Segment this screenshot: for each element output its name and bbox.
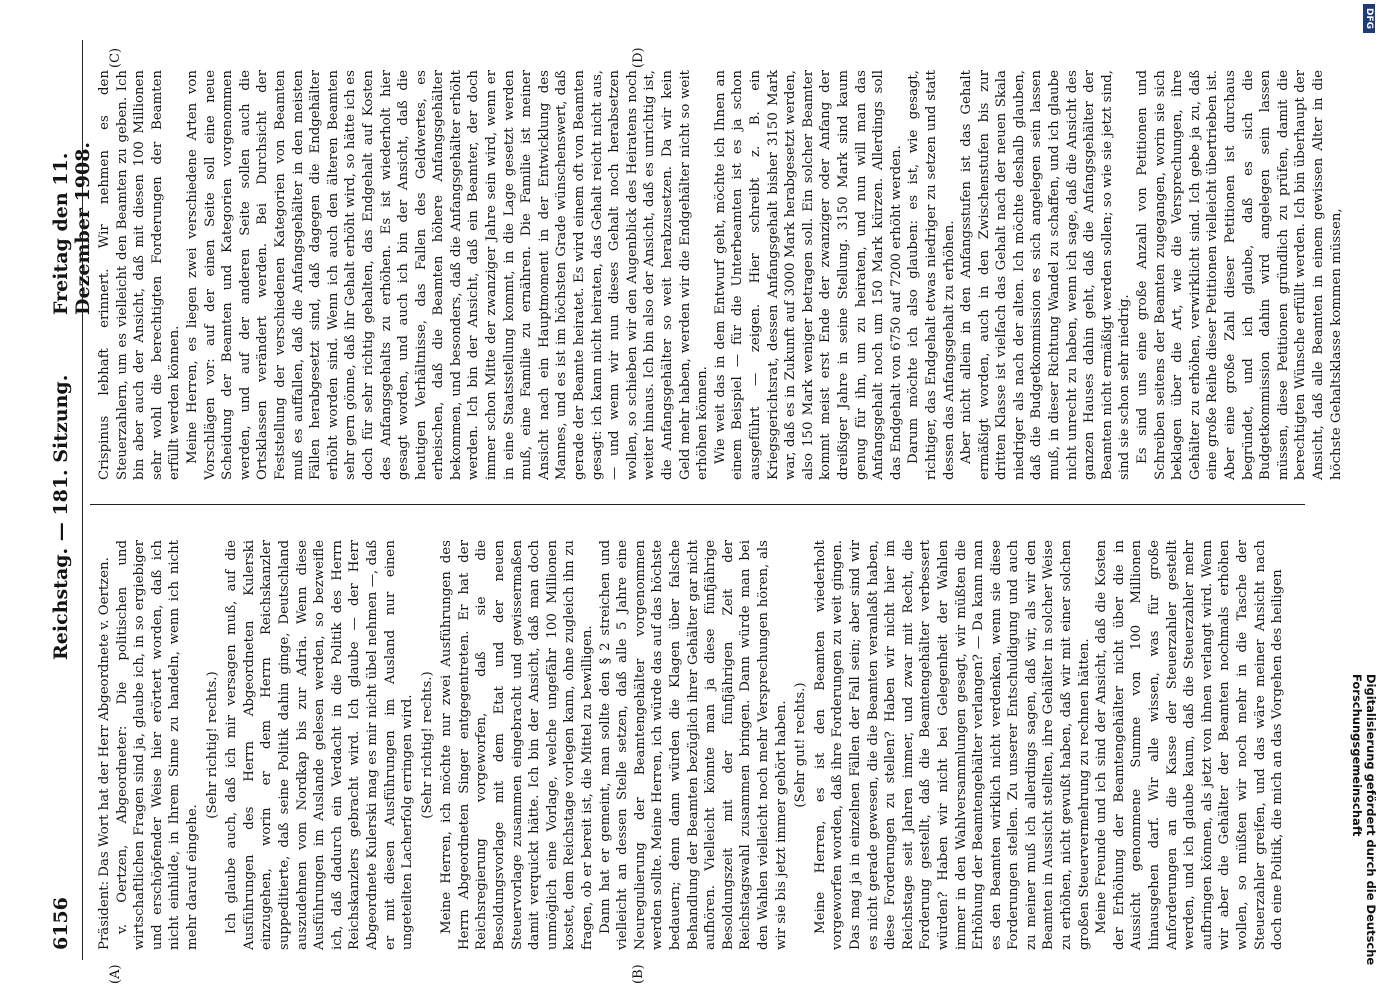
session-title: Reichstag. — 181. Sitzung. [50,374,72,660]
paragraph: Meine Freunde und ich sind der Ansicht, daß die Kosten der Erhöhung der Beamtengehälter nicht über die in Aussicht genommene Summe von 100 Millionen hinausgehen darf. Wir alle wissen, was für große Anforderungen an die Kasse der Steuerzahler gestellt werden, und ich glaube kaum, daß die Steuerzahler mehr aufbringen können, als jetzt von ihnen verlangt wird. Wenn wir aber die Gehälter der Beamten nochmals erhöhen wollen, so müßten wir noch mehr in die Tasche der Steuerzahler greifen, und das wäre meiner Ansicht nach doch eine Politik, die mich an das Vorgehen des heiligen [1094,540,1286,950]
paragraph: Dann hat er gemeint, man sollte den § 2 streichen und vielleicht an dessen Stelle setzen, daß alle 5 Jahre eine Neuregulierung der Beamtengehälter vorgenommen werden sollte. Meine Herren, ich würde das auf das höchste bedauern; denn dann würden die Klagen über falsche Behandlung der Beamten bezüglich ihrer Gehälter gar nicht aufhören. Vielleicht könnte man ja diese fünfjährige Besoldungszeit mit der fünfjährigen Zeit der Reichstagswahl zusammen bringen. Dann würde man bei den Wahlen vielleicht noch mehr Versprechungen hören, als wir sie bis jetzt immer gehört haben. [597,540,789,950]
margin-marker-d: (D) [631,47,646,68]
margin-marker-b: (B) [631,964,646,984]
paragraph: (Sehr gut! rechts.) [793,682,809,808]
margin-marker-c: (C) [108,47,123,68]
paragraph: Aber nicht allein in den Anfangsstufen ist das Gehalt ermäßigt worden, auch in den Zwischenstufen bis zur dritten Klasse ist vielfach das Gehalt nach der neuen Skala niedriger als nach der alten. Ich möchte deshalb glauben, daß die Budgetkommission es sich angelegen sein lassen muß, in dieser Richtung Wandel zu schaffen, und ich glaube nicht unrecht zu haben, wenn ich sage, daß die Ansicht des ganzen Hauses dahin geht, daß die Anfangsgehälter der Beamten nicht ermäßigt werden sollen; so wie sie jetzt sind, sind sie schon sehr niedrig. [959,70,1133,480]
left-column [96,540,1306,950]
page-number: 6156 [50,897,72,950]
session-date: Freitag den 11. Dezember 1908. [50,141,94,315]
paragraph: Meine Herren, es liegen zwei verschiedene Arten von Vorschlägen vor: auf der einen Seite soll eine neue Scheidung der Beamten und Kategorien vorgenommen werden, und auf der anderen Seite sollen auch die Ortsklassen verändert werden. Bei Durchsicht der Feststellung der verschiedenen Kategorien von Beamten muß es auffallen, daß die Anfangsgehälter in den meisten Fällen herabgesetzt sind, daß dagegen die Endgehälter erhöht worden sind. Wenn ich auch den älteren Beamten sehr gern gönne, daß ihr Gehalt erhöht wird, so hätte ich es doch für sehr richtig gehalten, das Endgehalt auf Kosten des Anfangsgehalts zu erhöhen. Es ist wiederholt hier gesagt worden, und auch ich bin der Ansicht, daß die heutigen Verhältnisse, das Fallen des Geldwertes, es erheischen, daß die Beamten höhere Anfangsgehälter bekommen, und besonders, daß die Anfangsgehälter erhöht werden. Ich bin der Ansicht, daß ein Beamter, der doch immer schon Mitte der zwanziger Jahre sein wird, wenn er in eine Staatsstellung kommt, in die Lage gesetzt werden muß, eine Familie zu ernähren. Die Familie ist meiner Ansicht nach ein Hauptmoment in der Entwicklung des Mannes, und es ist im höchsten Grade wünschenswert, daß gerade der Beamte heiratet. Es wird einem oft von Beamten gesagt: ich kann nicht heiraten, das Gehalt reicht nicht aus, — und wenn wir nun dieses Gehalt noch herabsetzen wollen, so schieben wir den Augenblick des Heiratens noch weiter hinaus. Ich bin also der Ansicht, daß es unrichtig ist, die Anfangsgehälter so weit herabzusetzen. Da wir kein Geld mehr haben, werden wir die Endgehälter nicht so weit erhöhen können. [184,70,711,480]
margin-marker-a: (A) [108,964,123,984]
paragraph: v. Oertzen, Abgeordneter: Die politischen und wirtschaftlichen Fragen sind ja, glaube ich, in so ergiebiger und erschöpfender Weise hier erörtert worden, daß ich nicht einhilde, in Ihrem Sinne zu handeln, wenn ich nicht mehr darauf eingehe. [114,540,200,950]
paragraph: Crispinus lebhaft erinnert. Wir nehmen es den Steuerzahlern, um es vielleicht den Beamten zu geben. Ich bin aber auch der Ansicht, daß mit diesen 100 Millionen sehr wohl die berechtigten Forderungen der Beamten erfüllt werden können. [97,70,183,480]
paragraph: Wie weit das in dem Entwurf geht, möchte ich Ihnen an einem Beispiel — für die Unterbeamten ist es ja schon ausgeführt — zeigen. Hier schreibt z. B. ein Kriegsgerichtsrat, dessen Anfangsgehalt bisher 3150 Mark war, daß es in Zukunft auf 3000 Mark herabgesetzt werden, also 150 Mark weniger betragen soll. Ein solcher Beamter kommt meist erst Ende der zwanziger oder Anfang der dreißiger Jahre in seine Stellung. 3150 Mark sind kaum genug für ihn, um zu heiraten, und nun will man das Anfangsgehalt noch um 150 Mark kürzen. Allerdings soll das Endgehalt von 6750 auf 7200 erhöht werden. [712,70,904,480]
dfg-logo: DFG [1363,4,1375,33]
header-rule [82,40,83,960]
credit-text: Digitalisierung gefördert durch die Deutsche Forschungsgemeinschaft [1350,674,1378,966]
paragraph: Ich glaube auch, daß ich mir versagen muß, auf die Ausführungen des Herrn Abgeordneten Kulerski einzugehen, worin er dem Herrn Reichskanzler suppeditierte, daß seine Politik dahin ginge, Deutschland auszudehnen vom Nordkap bis zur Adria. Wenn diese Ausführungen im Auslande gelesen werden, so bezweifle ich, daß dadurch ein Verdacht in die Politik des Herrn Reichskanzlers gebracht wird. Ich glaube — der Herr Abgeordnete Kulerski mag es mir nicht übel nehmen —, daß er mit diesen Ausführungen im Ausland nur einen ungeteilten Lacherfolg erringen wird. [224,540,416,950]
paragraph: Es sind uns eine große Anzahl von Petitionen und Schreiben seitens der Beamten zugegangen, worin sie sich beklagen über die Art, wie die Versprechungen, ihre Gehälter zu erhöhen, verwirklicht sind. Ich gebe ja zu, daß eine große Reihe dieser Petitionen vielleicht übertrieben ist. Aber eine große Zahl dieser Petitionen ist durchaus begründet, und ich glaube, daß es sich die Budgetkommission dahin wird angelegen sein lassen müssen, diese Petitionen gründlich zu prüfen, damit die berechtigten Wünsche erfüllt werden. Ich bin überhaupt der Ansicht, daß alle Beamten in einem gewissen Alter in die höchste Gehaltsklasse kommen müssen, [1135,70,1344,480]
column-divider [90,504,1305,505]
right-column [96,70,1344,480]
paragraph: (Sehr richtig! rechts.) [419,671,435,819]
rotated-page [46,40,1344,984]
paragraph: Präsident: Das Wort hat der Herr Abgeordnete v. Oertzen. [97,557,112,950]
paragraph: Meine Herren, es ist den Beamten wiederholt vorgeworfen worden, daß ihre Forderungen zu weit gingen. Das mag ja in einzelnen Fällen der Fall sein; aber sind wir es nicht gerade gewesen, die die Beamten veranlaßt haben, diese Forderungen zu stellen? Haben wir nicht hier im Reichstage seit Jahren immer, und zwar mit Recht, die Forderung gestellt, daß die Beamtengehälter verbessert würden? Haben wir nicht bei Gelegenheit der Wahlen immer in den Wahlversammlungen gesagt, wir müßten die Erhöhung der Beamtengehälter verlangen? — Da kann man es den Beamten wirklich nicht verdenken, wenn sie diese Forderungen stellen. Zu unserer Entschuldigung und auch zu meiner muß ich allerdings sagen, daß wir, als wir den Beamten in Aussicht stellten, ihre Gehälter in solcher Weise zu erhöhen, nicht gewußt haben, daß wir mit einer solchen großen Steuervermehrung zu rechnen hätten. [812,540,1092,950]
digitization-credit [1350,4,1378,994]
page-header [46,40,94,960]
paragraph: Meine Herren, ich möchte nur zwei Ausführungen des Herrn Abgeordneten Singer entgegentreten. Er hat der Reichsregierung vorgeworfen, daß sie die Besoldungsvorlage mit dem Etat und der neuen Steuervorlage zusammen eingebracht und gewissermaßen damit verquickt hätte. Ich bin der Ansicht, daß man doch unmöglich eine Vorlage, welche ungefähr 100 Millionen kostet, dem Reichstage vorlegen kann, ohne zugleich ihn zu fragen, ob er bereit ist, die Mittel zu bewilligen. [439,540,596,950]
paragraph: Darum möchte ich also glauben: es ist, wie gesagt, richtiger, das Endgehalt etwas niedriger zu setzen und statt dessen das Anfangsgehalt zu erhöhen. [906,70,957,480]
paragraph: (Sehr richtig! rechts.) [204,671,220,819]
